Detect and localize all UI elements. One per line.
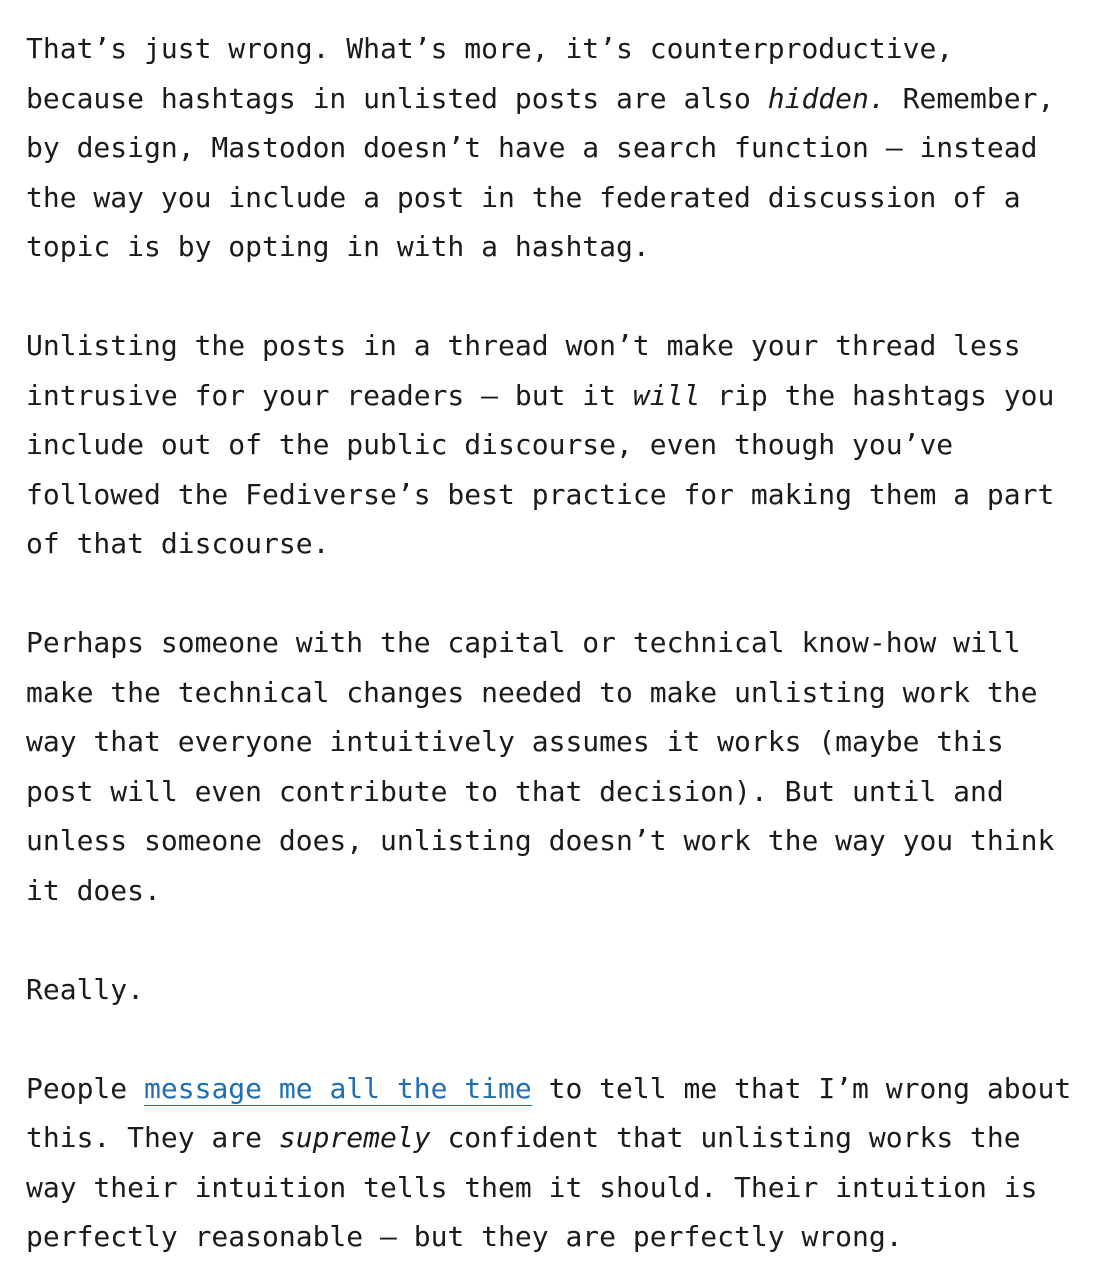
emphasis: will [632,378,701,412]
text-line: of that discourse. [26,527,330,560]
paragraph-unlisting-threads [26,321,1086,569]
paragraph-technical-changes [26,618,1086,915]
message-me-link[interactable]: message me all the time [144,1071,532,1105]
text-line: People message me all the time to tell me that I’m wrong about [26,1071,1072,1105]
emphasis: hidden. [767,81,886,115]
text-line: way their intuition tells them it should. Their intuition is [26,1170,1038,1204]
article-body [26,24,1086,1262]
paragraph-hashtags-hidden [26,24,1086,272]
text-line: Perhaps someone with the capital or technical know-how will [26,626,1021,659]
text-line: Really. [26,972,145,1006]
text-line: That’s just wrong. What’s more, it’s counterproductive, [26,32,954,65]
text-line: topic is by opting in with a hashtag. [26,230,650,263]
text-line: because hashtags in unlisted posts are also hidden. Remember, [26,81,1055,115]
text-line: by design, Mastodon doesn’t have a search function – instead [26,131,1038,164]
text-line: post will even contribute to that decision). But until and [26,774,1004,808]
text-line: intrusive for your readers – but it will rip the hashtags you [26,378,1055,412]
paragraph-really [26,965,1086,1015]
text-line: make the technical changes needed to make unlisting work the [26,675,1038,709]
text-line: it does. [26,873,161,907]
text-line: way that everyone intuitively assumes it works (maybe this [26,725,1004,758]
text-line: this. They are supremely confident that unlisting works the [26,1121,1021,1154]
text-line: include out of the public discourse, even though you’ve [26,428,954,461]
text-line: perfectly reasonable – but they are perfectly wrong. [26,1220,903,1253]
paragraph-people-message-me [26,1064,1086,1262]
text-line: the way you include a post in the federated discussion of a [26,180,1021,214]
text-line: unless someone does, unlisting doesn’t work the way you think [26,824,1055,857]
text-line: followed the Fediverse’s best practice for making them a part [26,477,1055,511]
text-line: Unlisting the posts in a thread won’t make your thread less [26,329,1021,362]
emphasis: supremely [278,1121,431,1154]
